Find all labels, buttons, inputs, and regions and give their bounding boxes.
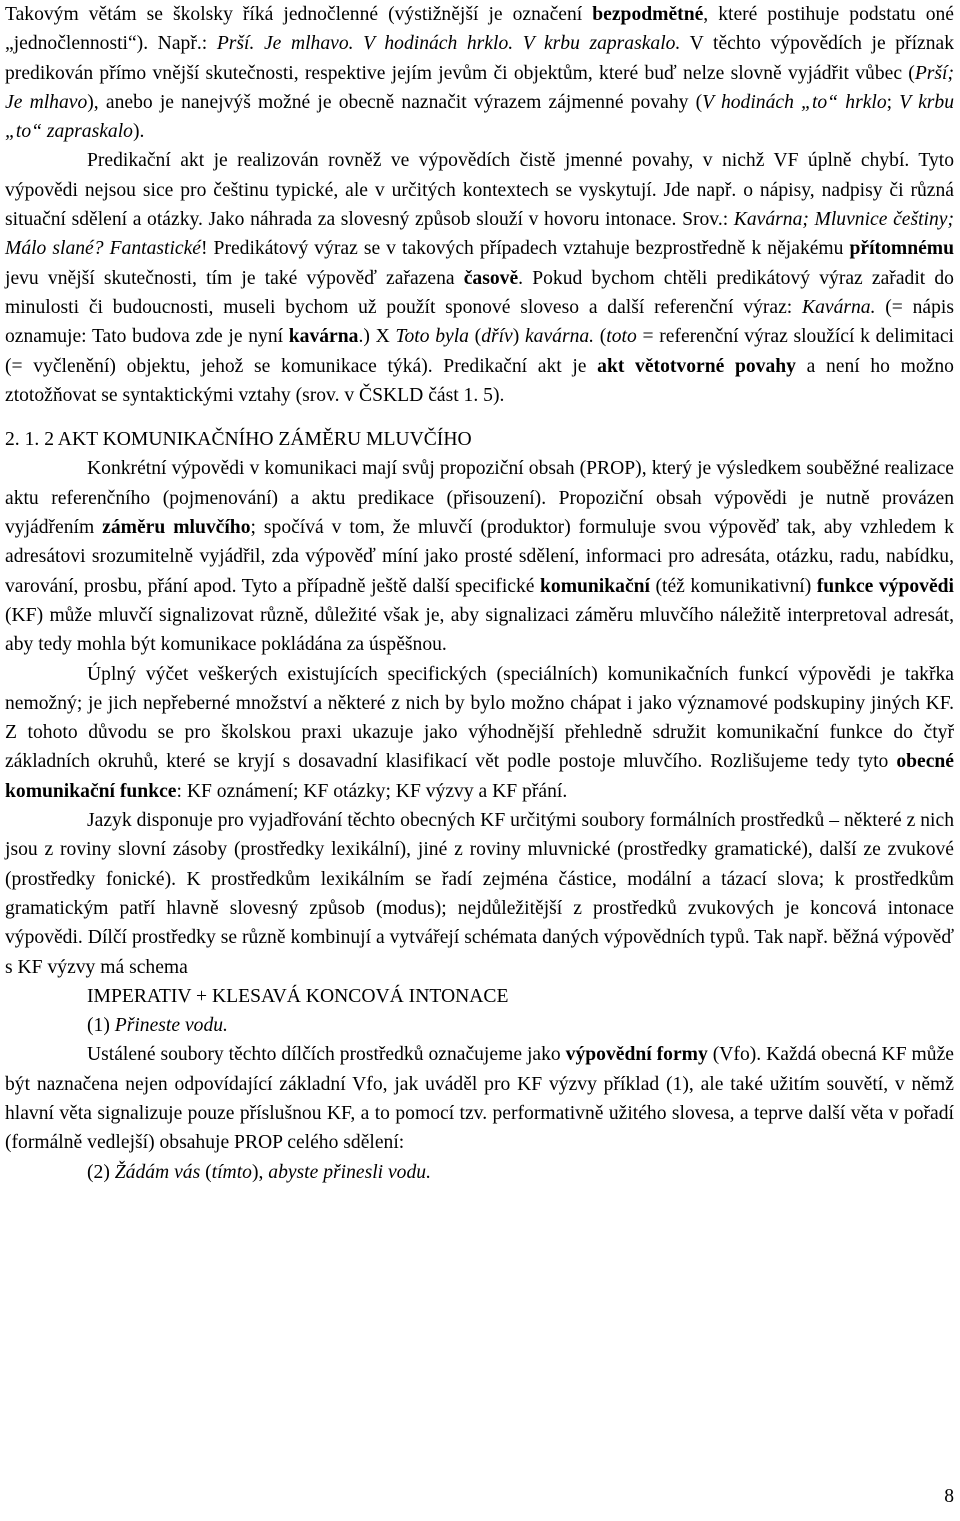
text: ( <box>594 326 607 348</box>
text: = referenční výraz sloužící k delimitaci (= vyčlenění) objektu, jehož se komunikace týká). Predikační akt je <box>5 326 954 377</box>
text: Takovým větám se školsky říká jednočlenné (výstižnější je označení <box>5 4 593 25</box>
text: (též komunikativní) <box>650 575 817 597</box>
bold-term: funkce výpovědi <box>816 575 955 597</box>
example-italic: Toto byla <box>395 326 469 348</box>
example-italic: V hodinách „to“ hrklo <box>702 91 887 113</box>
text: ), <box>251 1161 269 1183</box>
example-italic: Kavárna. <box>802 296 876 318</box>
schema-line: IMPERATIV + KLESAVÁ KONCOVÁ INTONACE <box>87 985 509 1007</box>
text: jevu vnější skutečnosti, tím je také výpověď zařazena <box>5 267 464 289</box>
paragraph-nominal-utterances <box>5 146 954 410</box>
example-italic: Kavárna; Mluvnice češtiny; Málo slané? Fantastické <box>5 209 954 260</box>
text: Jazyk disponuje pro vyjadřování těchto obecných KF určitými soubory formálních prostředků – některé z nich jsou z roviny slovní zásoby (prostředky lexikální), jiné z roviny mluvnické (prostředky gramatické), další ze zvukové (prostředky fonické). K prostředkům lexikálním se řadí zejména částice, modální a tázací slova; k prostředkům gramatickým patří hlavně slovesný způsob (modus); nejdůležitější z prostředků zvukových je koncová intonace výpovědi. Dílčí prostředky se různě kombinují a vytvářejí schémata daných výpovědních typů. Tak např. běžná výpověď s KF výzvy má schema <box>5 810 954 978</box>
example-italic: abyste přinesli vodu. <box>268 1161 431 1183</box>
paragraph-utterance-forms <box>5 1040 954 1157</box>
example-italic: Žádám vás <box>114 1161 201 1183</box>
text: ; spočívá v tom, že mluvčí (produktor) formuluje svou výpověď tak, aby vzhledem k adresátovi srozumitelně vyjádřil, zda výpověď míní jako prosté sdělení, informaci pro adresáta, otázku, radu, nabídku, varování, prosbu, přání apod. Tyto a případně ještě další specifické <box>5 517 954 597</box>
text: ( <box>468 326 482 348</box>
text: .) X <box>358 326 396 348</box>
paragraph-general-functions <box>5 660 954 806</box>
text: Predikační akt je realizován rovněž ve výpovědích čistě jmenné povahy, v nichž VF úplně chybí. Tyto výpovědi nejsou sice pro češtinu typické, ale v určitých kontextech se vyskytují. Jde např. o nápisy, nadpisy či různá situační sdělení a otázky. Jako náhrada za slovesný způsob slouží v hovoru intonace. Srov.: <box>5 150 954 231</box>
text: ! Predikátový výraz se v takových případech vztahuje bezprostředně k nějakému <box>201 238 850 260</box>
example-italic: toto <box>606 326 637 348</box>
text: (= nápis oznamuje: Tato budova zde je nyní <box>5 296 954 348</box>
bold-term: časově <box>463 267 519 289</box>
text: ), anebo je nanejvýš možné je obecně naznačit výrazem zájmenné povahy ( <box>87 91 703 113</box>
text: : KF oznámení; KF otázky; KF výzvy a KF přání. <box>176 780 568 802</box>
text: , které postihuje podstatu oné „jednočlennosti“). Např.: <box>5 4 954 55</box>
example-italic: Prší; Je mlhavo <box>5 62 954 113</box>
text: a není ho možno ztotožňovat se syntaktickými vztahy (srov. v ČSKLD část 1. 5). <box>5 355 954 406</box>
paragraph-impersonal-sentences <box>5 0 954 146</box>
text: Úplný výčet veškerých existujících specifických (speciálních) komunikačních funkcí výpovědi je takřka nemožný; je jich nepřeberné množství a některé z nich by bylo možno chápat i jako významové podskupiny jiných KF. Z tohoto důvodu se pro školskou praxi ukazuje jako výhodnější přehledně sdružit komunikační funkce do čtyř základních okruhů, které se kryjí s dosavadní klasifikací vět podle postoje mluvčího. Rozlišujeme tedy tyto <box>5 663 954 773</box>
bold-term: záměru mluvčího <box>102 517 251 539</box>
example-italic: Prší. Je mlhavo. V hodinách hrklo. V krbu zapraskalo. <box>216 33 681 55</box>
bold-term: bezpodmětné <box>592 4 704 25</box>
bold-term: kavárna <box>288 326 359 348</box>
example-italic: tímto <box>211 1161 252 1183</box>
text: Ustálené soubory těchto dílčích prostředků označujeme jako <box>87 1044 566 1066</box>
bold-term: obecné komunikační funkce <box>5 751 954 802</box>
example-italic: dřív <box>481 326 513 348</box>
example-number: (2) <box>87 1161 115 1183</box>
bold-term: přítomnému <box>849 238 955 260</box>
text: (Vfo). Každá obecná KF může být naznačena nejen odpovídající základní Vfo, jak uváděl pro KF výzvy příklad (1), ale také užitím souvětí, v němž hlavní věta signalizuje pouze příslušnou KF, a to pomocí tzv. performativně užitého slovesa, a teprve další věta v pořadí (formálně vedlejší) obsahuje PROP celého sdělení: <box>5 1044 954 1154</box>
text: . Pokud bychom chtěli predikátový výraz zařadit do minulosti či budoucnosti, museli bychom už použít sponové sloveso a další referenční výraz: <box>5 267 954 318</box>
paragraph-formal-means <box>5 806 954 982</box>
text: ; <box>886 91 900 113</box>
example-italic: V krbu „to“ zapraskalo <box>5 91 954 143</box>
section-heading: 2. 1. 2 AKT KOMUNIKAČNÍHO ZÁMĚRU MLUVČÍHO <box>5 429 472 451</box>
example-2 <box>5 1158 954 1187</box>
text: (KF) může mluvčí signalizovat různě, důležité však je, aby signalizaci záměru mluvčího náležitě interpretoval adresát, aby tedy mohla být komunikace pokládána za úspěšnou. <box>5 604 954 656</box>
bold-term: komunikační <box>540 575 650 597</box>
text: ( <box>200 1161 212 1183</box>
text: V těchto výpovědích je příznak predikován přímo vnější skutečnosti, respektive jejím jevům či objektům, které buď nelze slovně vyjádřit vůbec ( <box>5 33 954 84</box>
bold-term: akt větotvorné povahy <box>597 355 796 377</box>
text: ). <box>132 121 145 143</box>
example-italic: kavárna. <box>524 326 595 348</box>
example-italic: Přineste vodu. <box>114 1015 228 1037</box>
paragraph-communicative-intent <box>5 454 954 659</box>
page-number: 8 <box>944 1486 954 1507</box>
text: Konkrétní výpovědi v komunikaci mají svůj propoziční obsah (PROP), který je výsledkem souběžné realizace aktu referenčního (pojmenování) a aktu predikace (přisouzení). Propoziční obsah výpovědi je nutně provázen vyjádřením <box>5 458 954 539</box>
bold-term: výpovědní formy <box>565 1044 708 1066</box>
example-number: (1) <box>87 1015 115 1037</box>
example-1 <box>5 1011 954 1040</box>
text: ) <box>512 326 525 348</box>
